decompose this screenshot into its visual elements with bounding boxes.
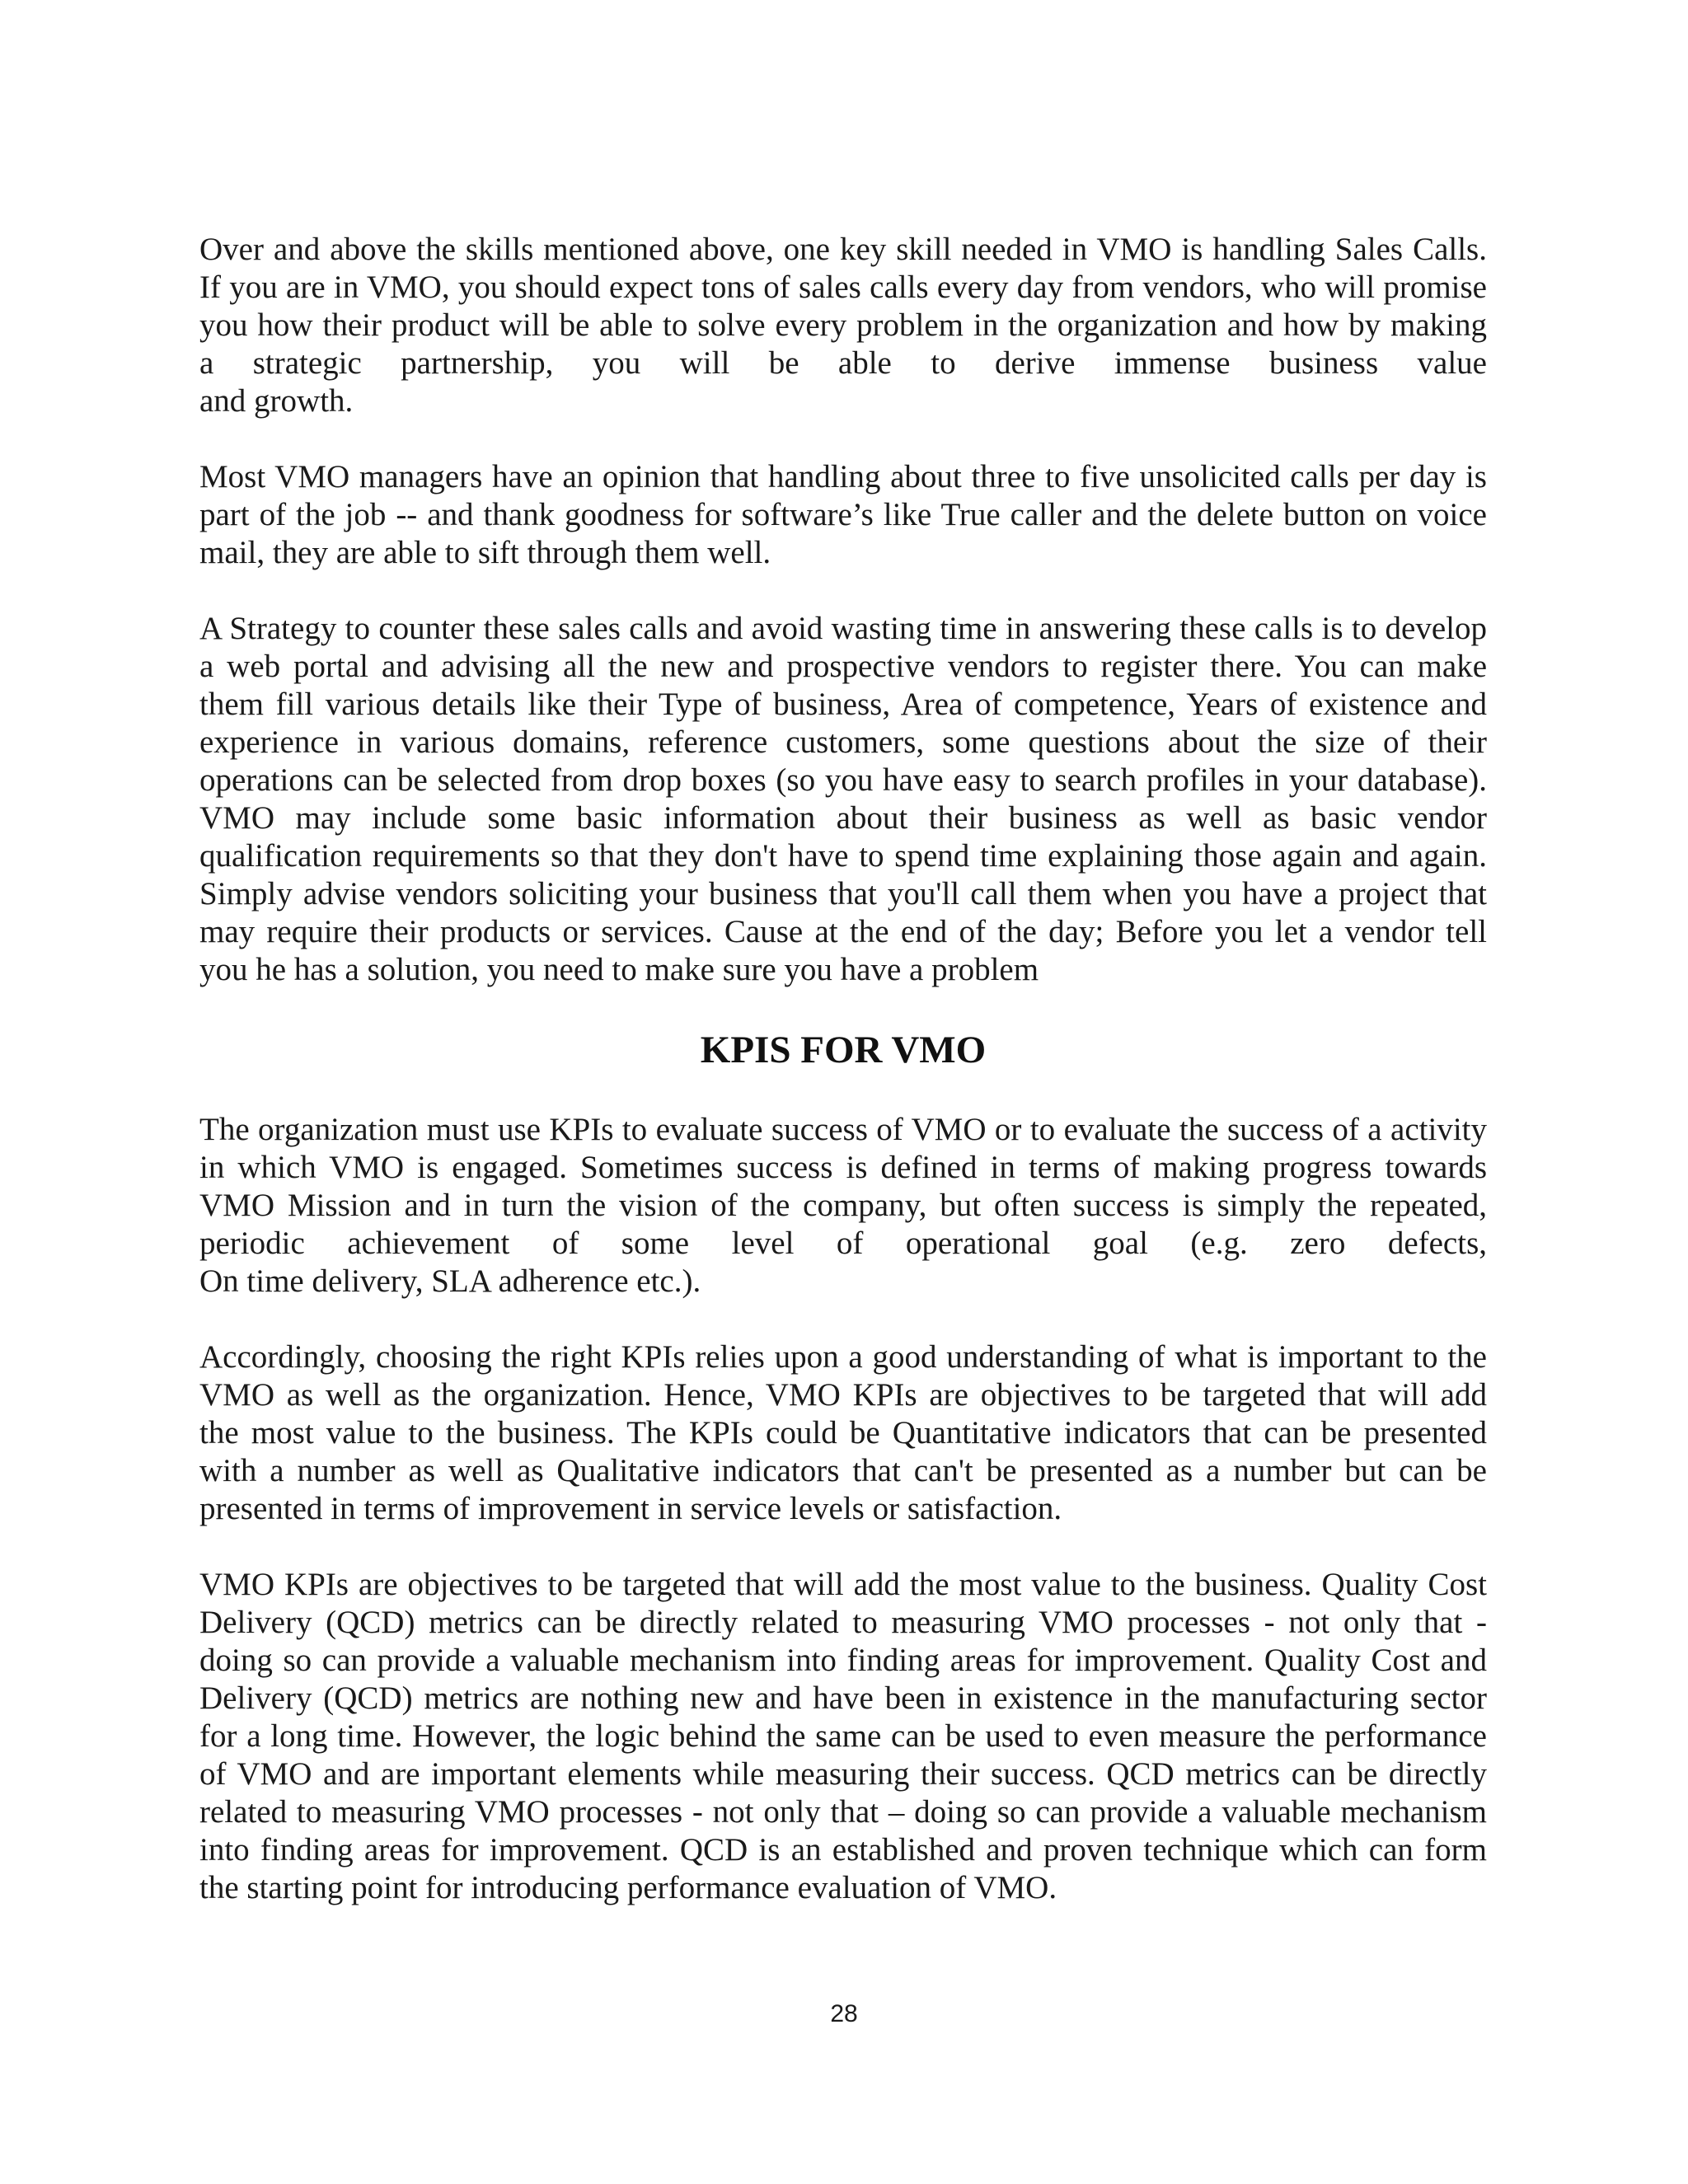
paragraph-line: mail, they are able to sift through them well. (199, 535, 771, 570)
paragraph-line: Delivery (QCD) metrics can be directly related to measuring VMO processes - not only that - (199, 1605, 1487, 1640)
paragraph-line: with a number as well as Qualitative indicators that can't be presented as a number but can be (199, 1453, 1487, 1488)
paragraph-line: the starting point for introducing performance evaluation of VMO. (199, 1870, 1057, 1905)
page-body (199, 231, 1487, 1945)
paragraph (199, 610, 1487, 989)
paragraph (199, 231, 1487, 420)
paragraph-line: and growth. (199, 383, 354, 419)
section-heading: KPIS FOR VMO (700, 1029, 987, 1071)
paragraph-line: a strategic partnership, you will be able to derive immense business value (199, 345, 1487, 381)
paragraph-line: into finding areas for improvement. QCD is an established and proven technique which can form (199, 1832, 1487, 1868)
paragraph-line: VMO Mission and in turn the vision of the company, but often success is simply the repeated, (199, 1188, 1487, 1223)
paragraph-line: A Strategy to counter these sales calls and avoid wasting time in answering these calls is to develop (199, 611, 1487, 646)
paragraph-line: If you are in VMO, you should expect tons of sales calls every day from vendors, who will promise (199, 269, 1487, 305)
paragraph-line: you he has a solution, you need to make sure you have a problem (199, 952, 1039, 987)
paragraph-line: of VMO and are important elements while measuring their success. QCD metrics can be directly (199, 1756, 1487, 1792)
paragraph-line: doing so can provide a valuable mechanism into finding areas for improvement. Quality Cost and (199, 1643, 1487, 1678)
paragraph-line: in which VMO is engaged. Sometimes success is defined in terms of making progress towards (199, 1150, 1487, 1185)
paragraph-line: them fill various details like their Type of business, Area of competence, Years of existence and (199, 687, 1487, 722)
paragraph-line: VMO as well as the organization. Hence, VMO KPIs are objectives to be targeted that will add (199, 1377, 1487, 1413)
paragraphs-before-heading (199, 231, 1487, 989)
paragraph-line: part of the job -- and thank goodness for software’s like True caller and the delete button on voice (199, 497, 1487, 532)
paragraph-line: the most value to the business. The KPIs could be Quantitative indicators that can be presented (199, 1415, 1487, 1451)
paragraph-line: related to measuring VMO processes - not only that – doing so can provide a valuable mechanism (199, 1794, 1487, 1830)
paragraph-line: qualification requirements so that they don't have to spend time explaining those again and again. (199, 838, 1487, 874)
paragraph-line: experience in various domains, reference customers, some questions about the size of their (199, 724, 1487, 760)
paragraph (199, 1566, 1487, 1907)
paragraph (199, 458, 1487, 572)
paragraph-line: VMO may include some basic information about their business as well as basic vendor (199, 800, 1487, 836)
paragraph-line: Simply advise vendors soliciting your business that you'll call them when you have a project that (199, 876, 1487, 912)
paragraph-line: for a long time. However, the logic behind the same can be used to even measure the performance (199, 1718, 1487, 1754)
paragraph-line: Over and above the skills mentioned above, one key skill needed in VMO is handling Sales Calls. (199, 232, 1487, 267)
paragraph-line: you how their product will be able to solve every problem in the organization and how by making (199, 307, 1487, 343)
paragraph-line: presented in terms of improvement in service levels or satisfaction. (199, 1491, 1062, 1526)
paragraph-line: Delivery (QCD) metrics are nothing new and have been in existence in the manufacturing sector (199, 1680, 1487, 1716)
paragraph-line: periodic achievement of some level of operational goal (e.g. zero defects, (199, 1226, 1487, 1261)
paragraph-line: On time delivery, SLA adherence etc.). (199, 1263, 701, 1299)
paragraph (199, 1338, 1487, 1528)
page-number: 28 (830, 2000, 858, 2027)
paragraph-line: Most VMO managers have an opinion that handling about three to five unsolicited calls per day is (199, 459, 1487, 494)
paragraphs-after-heading (199, 1111, 1487, 1907)
paragraph-line: may require their products or services. Cause at the end of the day; Before you let a vendor tell (199, 914, 1487, 949)
paragraph-line: The organization must use KPIs to evaluate success of VMO or to evaluate the success of a activity (199, 1112, 1487, 1147)
paragraph-line: operations can be selected from drop boxes (so you have easy to search profiles in your database). (199, 762, 1487, 798)
paragraph-line: a web portal and advising all the new and prospective vendors to register there. You can make (199, 649, 1487, 684)
paragraph-line: Accordingly, choosing the right KPIs relies upon a good understanding of what is important to the (199, 1339, 1487, 1375)
paragraph-line: VMO KPIs are objectives to be targeted that will add the most value to the business. Quality Cost (199, 1567, 1487, 1602)
paragraph (199, 1111, 1487, 1301)
